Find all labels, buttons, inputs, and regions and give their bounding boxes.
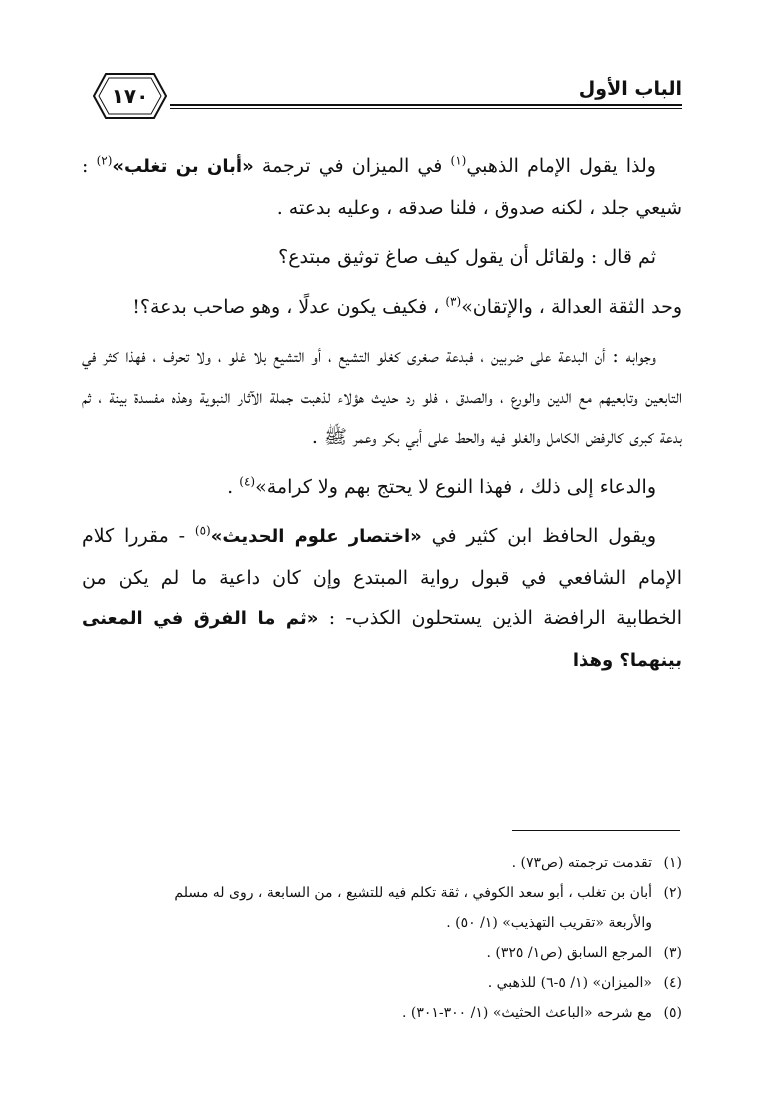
main-text	[82, 146, 682, 690]
header-rule-thin	[170, 108, 682, 109]
footnote-separator	[512, 830, 680, 831]
paragraph	[82, 146, 682, 228]
footnote-ref[interactable]: (٤)	[239, 474, 256, 489]
text-run: والدعاء إلى ذلك ، فهذا النوع لا يحتج بهم ولا كرامة»	[255, 475, 656, 498]
paragraph	[82, 467, 682, 508]
text-run: ، فكيف يكون عدلًا ، وهو صاحب بدعة؟!	[132, 295, 446, 318]
footnote-number: (٥)	[663, 1005, 682, 1021]
text-run: ولذا يقول الإمام الذهبي	[466, 155, 656, 177]
chapter-title: الباب الأول	[578, 78, 682, 100]
footnote-item	[82, 998, 682, 1028]
footnote-number: (٢)	[663, 885, 682, 901]
page-header	[78, 72, 682, 122]
header-rule	[170, 104, 682, 106]
footnote-ref[interactable]: (١)	[450, 153, 467, 168]
bold-title: «أبان بن تغلب»	[112, 156, 254, 177]
footnote-item	[82, 878, 682, 938]
text-run: : شيعي جلد ، لكنه صدوق ، فلنا صدقه ، وعليه بدعته .	[82, 155, 682, 219]
footnote-text: تقدمت ترجمته (ص٧٣) .	[511, 855, 652, 871]
footnote-item	[82, 938, 682, 968]
text-run: وحد الثقة العدالة ، والإتقان»	[461, 295, 682, 318]
text-run: ويقول الحافظ ابن كثير في	[421, 525, 656, 547]
paragraph	[82, 237, 682, 278]
footnote-text: المرجع السابق (ص١/ ٣٢٥) .	[486, 945, 652, 961]
text-run: - مقررا كلام الإمام الشافعي في قبول رواية المبتدع وإن كان داعية ما لم يكن من الخطابية الرافضة الذين يستحلون الكذب- :	[82, 525, 682, 629]
paragraph	[82, 287, 682, 328]
footnote-item	[82, 848, 682, 878]
page-number-badge	[92, 72, 168, 120]
footnote-ref[interactable]: (٥)	[194, 523, 211, 538]
footnote-number: (٤)	[663, 975, 682, 991]
footnote-number: (١)	[663, 855, 682, 871]
paragraph	[82, 516, 682, 681]
footnote-ref[interactable]: (٣)	[445, 294, 462, 309]
text-run: وجوابه : أن البدعة على ضربين ، فبدعة صغرى كغلو التشيع ، أو التشيع بلا غلو ، ولا تحرف ، فهذا كثر في التابعين وتابعيهم مع الدين والورع ، والصدق ، فلو رد حديث هؤلاء لذهبت جملة الآثار النبوية وهذه مفسدة بينة ، ثم بدعة كبرى كالرفض الكامل والغلو فيه والحط على أبي بكر وعمر ﷺ .	[82, 345, 682, 448]
text-run: في الميزان في ترجمة	[253, 155, 451, 177]
footnote-text: أبان بن تغلب ، أبو سعد الكوفي ، ثقة تكلم فيه للتشيع ، من السابعة ، روى له مسلم	[174, 885, 652, 901]
footnote-text-continued: والأربعة «تقريب التهذيب» (١/ ٥٠) .	[446, 915, 652, 931]
footnote-text: «الميزان» (١/ ٥-٦) للذهبي .	[487, 975, 652, 991]
footnote-text: مع شرحه «الباعث الحثيث» (١/ ٣٠٠-٣٠١) .	[401, 1005, 652, 1021]
bold-title: «اختصار علوم الحديث»	[210, 526, 422, 547]
bold-quote: «ثم ما الفرق في المعنى بينهما؟ وهذا	[82, 608, 682, 671]
text-run: ثم قال : ولقائل أن يقول كيف صاغ توثيق مبتدع؟	[278, 246, 656, 268]
footnote-number: (٣)	[663, 945, 682, 961]
footnote-item	[82, 968, 682, 998]
text-run: .	[227, 475, 240, 498]
footnotes	[82, 848, 682, 1028]
paragraph	[82, 336, 682, 458]
page-number: ١٧٠	[111, 84, 149, 108]
footnote-ref[interactable]: (٢)	[96, 153, 113, 168]
